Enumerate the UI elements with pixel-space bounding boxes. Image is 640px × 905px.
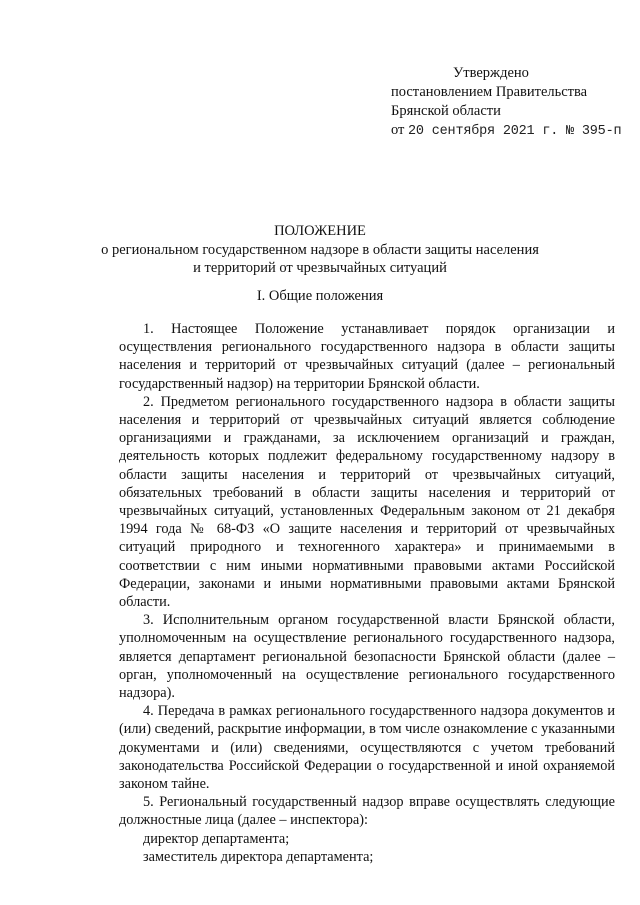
approval-block [391,64,637,141]
approval-label: Утверждено [453,65,529,81]
document-title: ПОЛОЖЕНИЕ [274,223,366,239]
approval-authority: постановлением Правительства [391,84,588,100]
section-heading: I. Общие положения [256,288,384,304]
paragraph-1: 1. Настоящее Положение устанавливает порядок организации и осуществления регионального государственного надзора в области защиты населения и территорий от чрезвычайных ситуаций (далее – региональный государственный надзор) на территории Брянской области. [119,321,615,392]
document-subtitle [0,241,640,277]
paragraph-2: 2. Предметом регионального государственного надзора в области защиты населения и территорий от чрезвычайных ситуаций является соблюдение организациями и гражданами, за исключением организаций и граждан, деятельность которых подлежит федеральному государственному надзору в области защиты населения и территорий от чрезвычайных ситуаций, обязательных требований в области защиты населения и территорий от чрезвычайных ситуаций, установленных Федеральным законом от 21 декабря 1994 года № 68-ФЗ «О защите населения и территорий от чрезвычайных ситуаций природного и техногенного характера» и принимаемыми в соответствии с ним иными нормативными правовыми актами Российской Федерации, законами и иными нормативными правовыми актами Брянской области. [119,393,615,611]
list-item: заместитель директора департамента; [143,848,374,865]
document-body [119,320,615,866]
list-item: директор департамента; [143,830,290,847]
paragraph-4: 4. Передача в рамках регионального государственного надзора документов и (или) сведений, раскрытие информации, в том числе ознакомление с указанными документами и (или) сведениями, осуществляются с учетом требований законодательства Российской Федерации о государственной и иной охраняемой законом тайне. [119,703,615,793]
approval-date-prefix: от [391,122,405,138]
paragraph-3: 3. Исполнительным органом государственной власти Брянской области, уполномоченным на осуществление регионального государственного надзора, является департамент региональной безопасности Брянской области (далее – орган, уполномоченный на осуществление регионального государственного надзора). [119,612,615,702]
paragraph-5: 5. Региональный государственный надзор вправе осуществлять следующие должностные лица (далее – инспектора): [119,794,615,829]
subtitle-line-2: и территорий от чрезвычайных ситуаций [193,260,447,276]
subtitle-line-1: о региональном государственном надзоре в области защиты населения [101,242,539,258]
approval-region: Брянской области [391,103,501,119]
approval-date-line [391,121,637,141]
approval-date-number: 20 сентября 2021 г. № 395-п [408,124,622,139]
